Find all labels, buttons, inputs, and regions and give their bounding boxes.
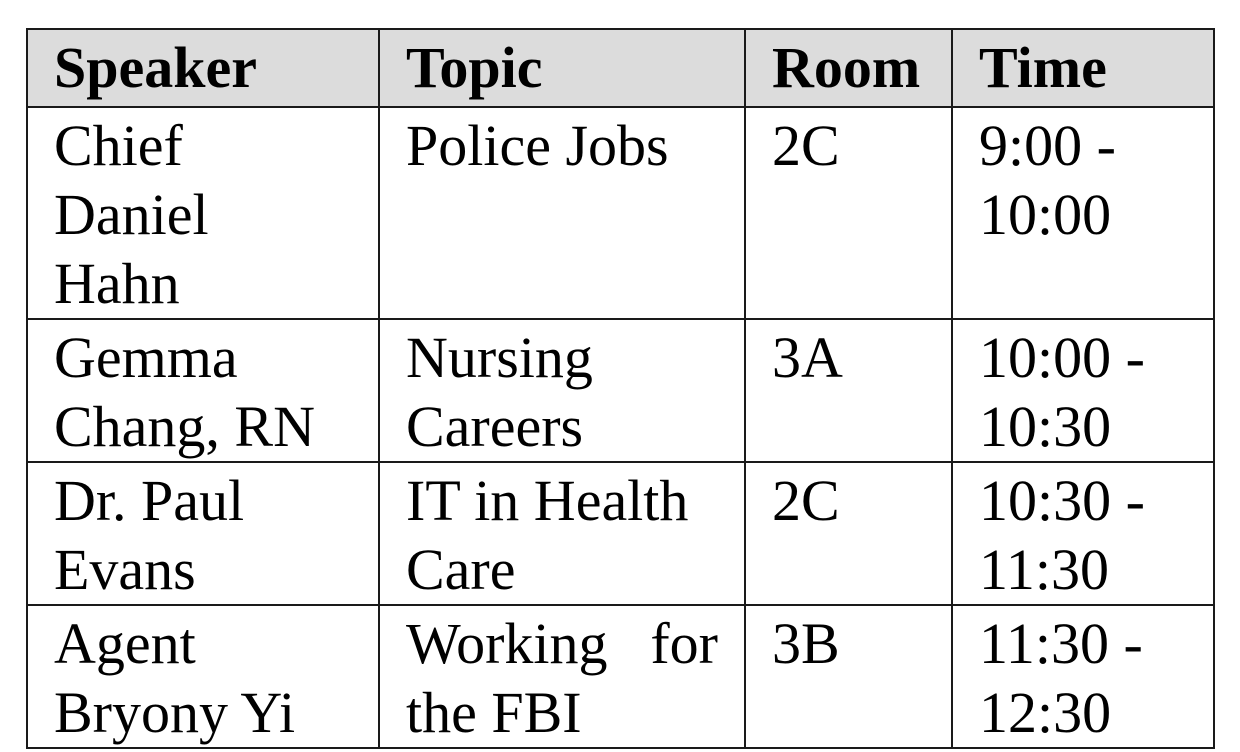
topic-line: Nursing bbox=[406, 325, 593, 390]
topic-cell bbox=[379, 605, 745, 748]
speaker-line: Chief bbox=[54, 113, 183, 178]
time-cell bbox=[952, 462, 1214, 605]
time-line: 10:30 - bbox=[979, 468, 1145, 533]
speaker-line: Dr. Paul bbox=[54, 468, 245, 533]
speaker-cell bbox=[27, 462, 379, 605]
room-cell: 3A bbox=[745, 319, 952, 462]
header-topic: Topic bbox=[379, 29, 745, 107]
speaker-line: Hahn bbox=[54, 251, 180, 316]
time-line: 10:00 bbox=[979, 182, 1112, 247]
time-cell bbox=[952, 107, 1214, 319]
speaker-line: Evans bbox=[54, 537, 196, 602]
topic-cell bbox=[379, 319, 745, 462]
header-time: Time bbox=[952, 29, 1214, 107]
topic-cell bbox=[379, 462, 745, 605]
time-line: 10:00 - bbox=[979, 325, 1145, 390]
speaker-line: Daniel bbox=[54, 182, 209, 247]
time-cell bbox=[952, 605, 1214, 748]
topic-line: Care bbox=[406, 537, 516, 602]
time-line: 11:30 - bbox=[979, 611, 1143, 676]
speaker-line: Gemma bbox=[54, 325, 238, 390]
room-cell: 2C bbox=[745, 462, 952, 605]
time-line: 9:00 - bbox=[979, 113, 1116, 178]
topic-line: Police Jobs bbox=[406, 113, 669, 178]
table-row bbox=[27, 107, 1214, 319]
topic-cell bbox=[379, 107, 745, 319]
topic-line: Careers bbox=[406, 394, 584, 459]
time-line: 10:30 bbox=[979, 394, 1112, 459]
header-room: Room bbox=[745, 29, 952, 107]
speaker-line: Chang, RN bbox=[54, 394, 315, 459]
room-cell: 3B bbox=[745, 605, 952, 748]
schedule-table bbox=[26, 28, 1215, 749]
table-row bbox=[27, 462, 1214, 605]
speaker-cell bbox=[27, 319, 379, 462]
speaker-line: Agent bbox=[54, 611, 196, 676]
speaker-cell bbox=[27, 605, 379, 748]
table-row bbox=[27, 605, 1214, 748]
header-speaker: Speaker bbox=[27, 29, 379, 107]
room-cell: 2C bbox=[745, 107, 952, 319]
table-header-row bbox=[27, 29, 1214, 107]
speaker-line: Bryony Yi bbox=[54, 680, 296, 745]
topic-line: the FBI bbox=[406, 680, 582, 745]
table-row bbox=[27, 319, 1214, 462]
time-line: 11:30 bbox=[979, 537, 1109, 602]
time-cell bbox=[952, 319, 1214, 462]
topic-line: IT in Health bbox=[406, 468, 689, 533]
topic-line: Working for bbox=[406, 611, 718, 676]
time-line: 12:30 bbox=[979, 680, 1112, 745]
speaker-cell bbox=[27, 107, 379, 319]
